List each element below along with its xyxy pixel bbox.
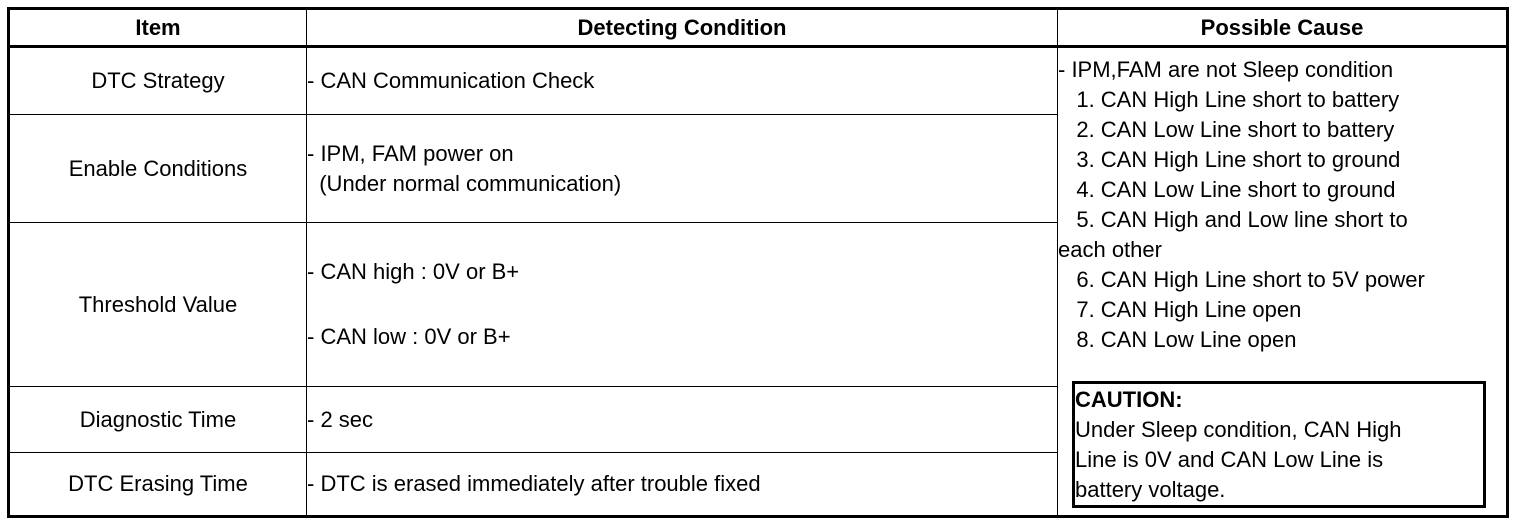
condition-cell (307, 115, 1058, 223)
header-row (9, 9, 1508, 47)
condition-line: - CAN high : 0V or B+ (307, 259, 520, 284)
condition-line: (Under normal communication) (307, 170, 622, 196)
cause-line: 3. CAN High Line short to ground (1058, 147, 1401, 172)
header-possible-cause: Possible Cause (1058, 9, 1508, 47)
caution-line: Under Sleep condition, CAN High (1075, 417, 1402, 442)
cause-line: 6. CAN High Line short to 5V power (1058, 267, 1425, 292)
item-cell: DTC Strategy (9, 47, 307, 115)
table-row (9, 47, 1508, 115)
condition-line: - 2 sec (307, 406, 374, 432)
caution-box (1072, 381, 1486, 508)
cause-line: - IPM,FAM are not Sleep condition (1058, 57, 1394, 82)
condition-line: - IPM, FAM power on (307, 140, 514, 166)
cause-line: 1. CAN High Line short to battery (1058, 87, 1400, 112)
condition-cell (307, 453, 1058, 517)
possible-cause-cell (1058, 47, 1508, 517)
item-cell: Threshold Value (9, 223, 307, 387)
condition-line: - CAN low : 0V or B+ (307, 324, 511, 349)
condition-cell (307, 223, 1058, 387)
cause-line: each other (1058, 237, 1162, 262)
cause-line: 4. CAN Low Line short to ground (1058, 177, 1396, 202)
header-detecting-condition: Detecting Condition (307, 9, 1058, 47)
caution-line: Line is 0V and CAN Low Line is (1075, 447, 1384, 472)
item-cell: Diagnostic Time (9, 387, 307, 453)
condition-line: - DTC is erased immediately after trouble fixed (307, 471, 761, 496)
cause-line: 5. CAN High and Low line short to (1058, 207, 1408, 232)
caution-title: CAUTION: (1075, 387, 1183, 412)
item-cell: Enable Conditions (9, 115, 307, 223)
caution-line: battery voltage. (1075, 477, 1226, 502)
header-item: Item (9, 9, 307, 47)
cause-line: 2. CAN Low Line short to battery (1058, 117, 1395, 142)
condition-cell (307, 387, 1058, 453)
condition-line: - CAN Communication Check (307, 68, 595, 93)
dtc-table (7, 7, 1509, 518)
item-cell: DTC Erasing Time (9, 453, 307, 517)
cause-line: 7. CAN High Line open (1058, 297, 1302, 322)
cause-line: 8. CAN Low Line open (1058, 327, 1297, 352)
condition-cell (307, 47, 1058, 115)
